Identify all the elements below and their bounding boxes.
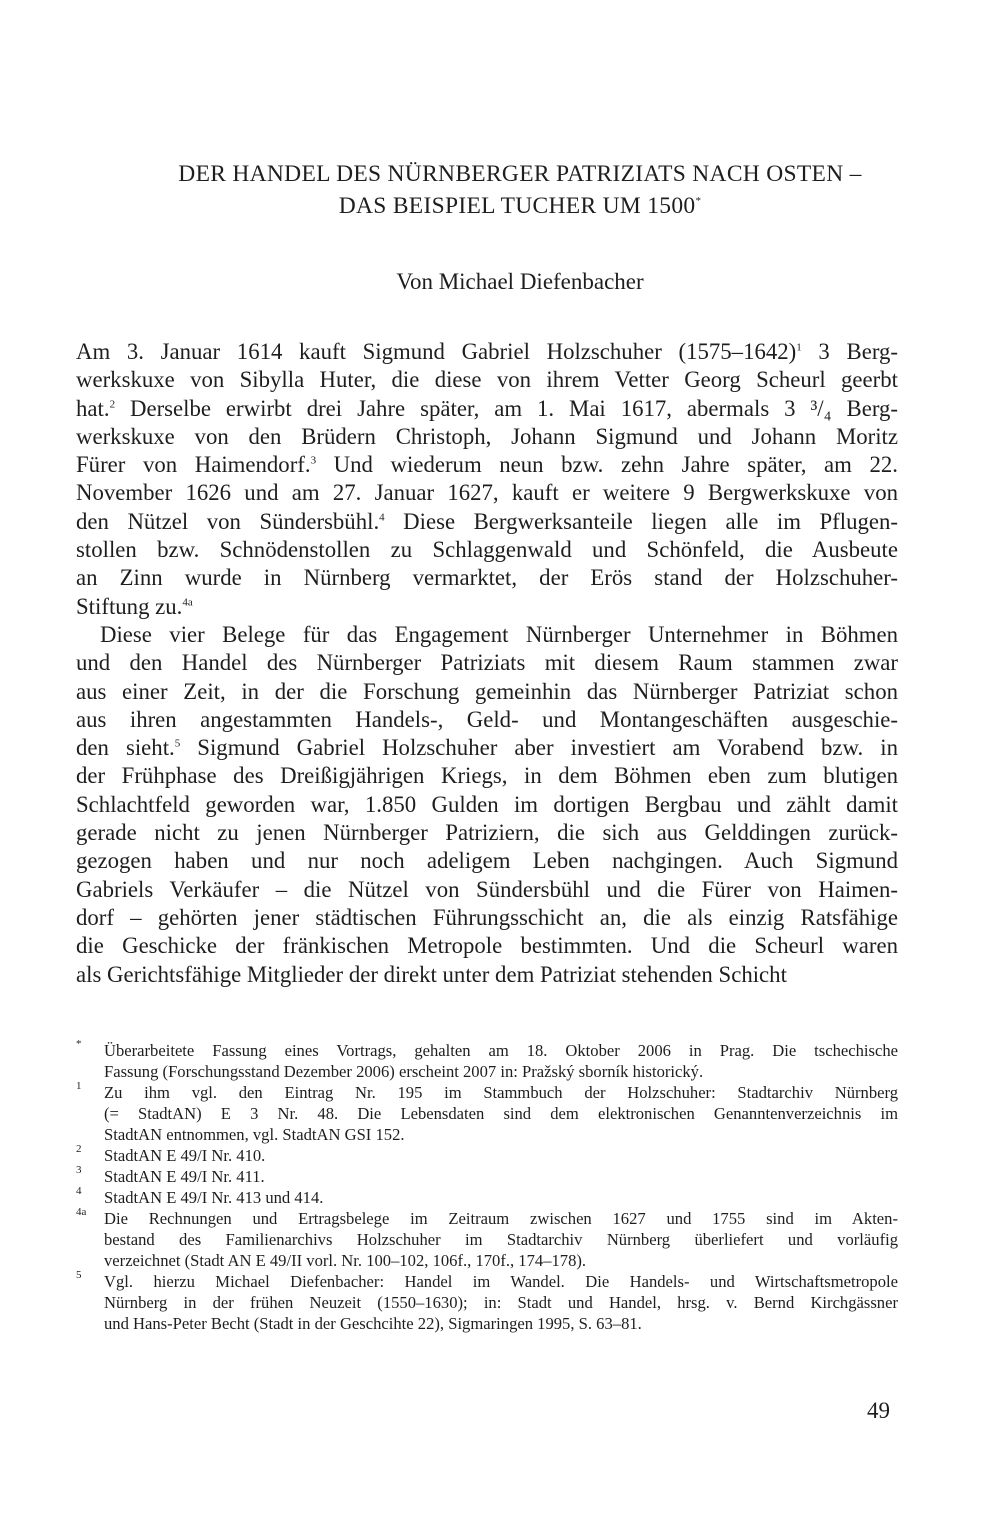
text-segment: hat. xyxy=(76,395,110,421)
footnote xyxy=(76,1208,898,1271)
text-line xyxy=(76,961,898,989)
text-segment: Derselbe erwirbt drei Jahre später, am 1. Mai 1617, abermals 3 ³/₄ Berg- xyxy=(115,395,898,421)
text-segment: den sieht. xyxy=(76,735,175,761)
text-line xyxy=(76,593,898,621)
footnote xyxy=(76,1187,898,1208)
footnote-line: Zu ihm vgl. den Eintrag Nr. 195 im Stammbuch der Holzschuher: Stadtarchiv Nürnberg xyxy=(104,1083,898,1102)
text-line xyxy=(76,479,898,507)
text-segment: aus ihren angestammten Handels-, Geld- und Montangeschäften ausgeschie- xyxy=(76,706,898,732)
text-segment: Und wiederum neun bzw. zehn Jahre später, am 22. xyxy=(316,452,898,478)
footnote-reference: 4 xyxy=(379,511,385,524)
footnote-mark: 1 xyxy=(76,1080,82,1092)
footnote-mark: 3 xyxy=(76,1164,82,1176)
footnote-line: verzeichnet (Stadt AN E 49/II vorl. Nr. 100–102, 106f., 170f., 174–178). xyxy=(104,1251,587,1270)
text-segment: den Nützel von Sündersbühl. xyxy=(76,508,380,534)
footnote-line: StadtAN entnommen, vgl. StadtAN GSI 152. xyxy=(104,1125,405,1144)
footnote xyxy=(76,1082,898,1145)
title-line-2-text: DAS BEISPIEL TUCHER UM 1500 xyxy=(338,193,696,219)
text-line xyxy=(76,678,898,706)
text-segment: November 1626 und am 27. Januar 1627, kauft er weitere 9 Bergwerkskuxe von xyxy=(76,480,898,506)
text-segment: Stiftung zu. xyxy=(76,593,183,619)
text-segment: Fürer von Haimendorf. xyxy=(76,452,311,478)
footnote-reference: 3 xyxy=(310,454,317,467)
footnote-mark: 4a xyxy=(76,1206,87,1218)
footnote-mark: 5 xyxy=(76,1269,82,1281)
text-segment: Sigmund Gabriel Holzschuher aber investiert am Vorabend bzw. in xyxy=(180,735,898,761)
text-segment: als Gerichtsfähige Mitglieder der direkt unter dem Patriziat stehenden Schicht xyxy=(76,961,787,987)
text-line xyxy=(76,932,898,960)
footnote-mark: 4 xyxy=(76,1185,82,1197)
text-segment: an Zinn wurde in Nürnberg vermarktet, der Erös stand der Holzschuher- xyxy=(76,565,898,591)
footnote-mark: 2 xyxy=(76,1143,82,1155)
footnote-reference: 2 xyxy=(109,398,116,410)
footnote-reference: 1 xyxy=(796,341,802,354)
text-segment: 3 Berg- xyxy=(801,339,898,364)
footnote-mark: * xyxy=(76,1038,82,1050)
text-segment: die Geschicke der fränkischen Metropole bestimmten. Und die Scheurl waren xyxy=(76,933,898,959)
footnote xyxy=(76,1145,898,1166)
text-segment: dorf – gehörten jener städtischen Führungsschicht an, die als einzig Ratsfähige xyxy=(76,904,898,930)
title-line-1: DER HANDEL DES NÜRNBERGER PATRIZIATS NACH OSTEN – xyxy=(178,161,862,187)
footnote-line: StadtAN E 49/I Nr. 410. xyxy=(104,1146,266,1165)
text-line xyxy=(76,876,898,904)
text-segment: gerade nicht zu jenen Nürnberger Patriziern, die sich aus Gelddingen zurück- xyxy=(76,820,898,846)
text-segment: Diese Bergwerksanteile liegen alle im Pflugen- xyxy=(384,508,898,534)
footnote xyxy=(76,1040,898,1082)
text-line xyxy=(76,508,898,536)
body-text xyxy=(76,338,898,989)
text-line xyxy=(76,649,898,677)
text-line xyxy=(76,338,898,366)
text-segment: stollen bzw. Schnödenstollen zu Schlaggenwald und Schönfeld, die Ausbeute xyxy=(76,537,898,563)
paragraph-2 xyxy=(76,621,898,989)
text-segment: Gabriels Verkäufer – die Nützel von Sündersbühl und die Fürer von Haimen- xyxy=(76,876,898,902)
text-line xyxy=(76,366,898,394)
text-segment: Diese vier Belege für das Engagement Nürnberger Unternehmer in Böhmen xyxy=(100,621,898,647)
footnote xyxy=(76,1166,898,1187)
page-number: 49 xyxy=(867,1398,890,1423)
footnote-line: und Hans-Peter Becht (Stadt in der Geschcihte 22), Sigmaringen 1995, S. 63–81. xyxy=(104,1314,642,1333)
footnote-line: Nürnberg in der frühen Neuzeit (1550–1630); in: Stadt und Handel, hrsg. v. Bernd Kirchgässner xyxy=(104,1293,898,1312)
text-line xyxy=(76,791,898,819)
text-segment: Am 3. Januar 1614 kauft Sigmund Gabriel Holzschuher (1575–1642) xyxy=(76,339,797,364)
paragraph-1 xyxy=(76,338,898,621)
text-segment: der Frühphase des Dreißigjährigen Kriegs, in dem Böhmen eben zum blutigen xyxy=(76,763,898,789)
text-line xyxy=(76,564,898,592)
text-line xyxy=(76,734,898,762)
text-segment: werkskuxe von den Brüdern Christoph, Johann Sigmund und Johann Moritz xyxy=(76,423,898,449)
text-line xyxy=(76,706,898,734)
text-line xyxy=(76,395,898,423)
text-line xyxy=(76,536,898,564)
footnote-line: bestand des Familienarchivs Holzschuher im Stadtarchiv Nürnberg überliefert und vorläufig xyxy=(104,1230,898,1249)
footnote-line: Überarbeitete Fassung eines Vortrags, gehalten am 18. Oktober 2006 in Prag. Die tschechische xyxy=(104,1041,898,1060)
footnotes xyxy=(76,1040,898,1334)
footnote-line: Die Rechnungen und Ertragsbelege im Zeitraum zwischen 1627 und 1755 sind im Akten- xyxy=(104,1209,898,1228)
text-line xyxy=(76,819,898,847)
text-segment: werkskuxe von Sibylla Huter, die diese von ihrem Vetter Georg Scheurl geerbt xyxy=(76,367,898,393)
footnote xyxy=(76,1271,898,1334)
footnote-line: StadtAN E 49/I Nr. 411. xyxy=(104,1167,265,1186)
footnote-line: (= StadtAN) E 3 Nr. 48. Die Lebensdaten sind dem elektronischen Genanntenverzeichnis im xyxy=(104,1104,898,1123)
footnote-line: StadtAN E 49/I Nr. 413 und 414. xyxy=(104,1188,324,1207)
author-line: Von Michael Diefenbacher xyxy=(396,269,644,294)
title-line-2 xyxy=(70,192,970,220)
text-segment: aus einer Zeit, in der die Forschung gemeinhin das Nürnberger Patriziat schon xyxy=(76,678,898,704)
text-segment: gezogen haben und nur noch adeligem Leben nachgingen. Auch Sigmund xyxy=(76,848,898,874)
footnote-reference: 5 xyxy=(174,737,181,750)
footnote-line: Vgl. hierzu Michael Diefenbacher: Handel im Wandel. Die Handels- und Wirtschaftsmetropole xyxy=(104,1272,898,1291)
text-line xyxy=(76,621,898,649)
text-line xyxy=(76,904,898,932)
text-line xyxy=(76,847,898,875)
text-segment: und den Handel des Nürnberger Patriziats mit diesem Raum stammen zwar xyxy=(76,650,898,676)
text-line xyxy=(76,423,898,451)
text-line xyxy=(76,762,898,790)
text-segment: Schlachtfeld geworden war, 1.850 Gulden im dortigen Bergbau und zählt damit xyxy=(76,791,898,817)
text-line xyxy=(76,451,898,479)
title-footnote-mark: * xyxy=(695,195,702,208)
footnote-reference: 4a xyxy=(182,596,193,609)
footnote-line: Fassung (Forschungsstand Dezember 2006) erscheint 2007 in: Pražský sborník historický. xyxy=(104,1062,704,1081)
